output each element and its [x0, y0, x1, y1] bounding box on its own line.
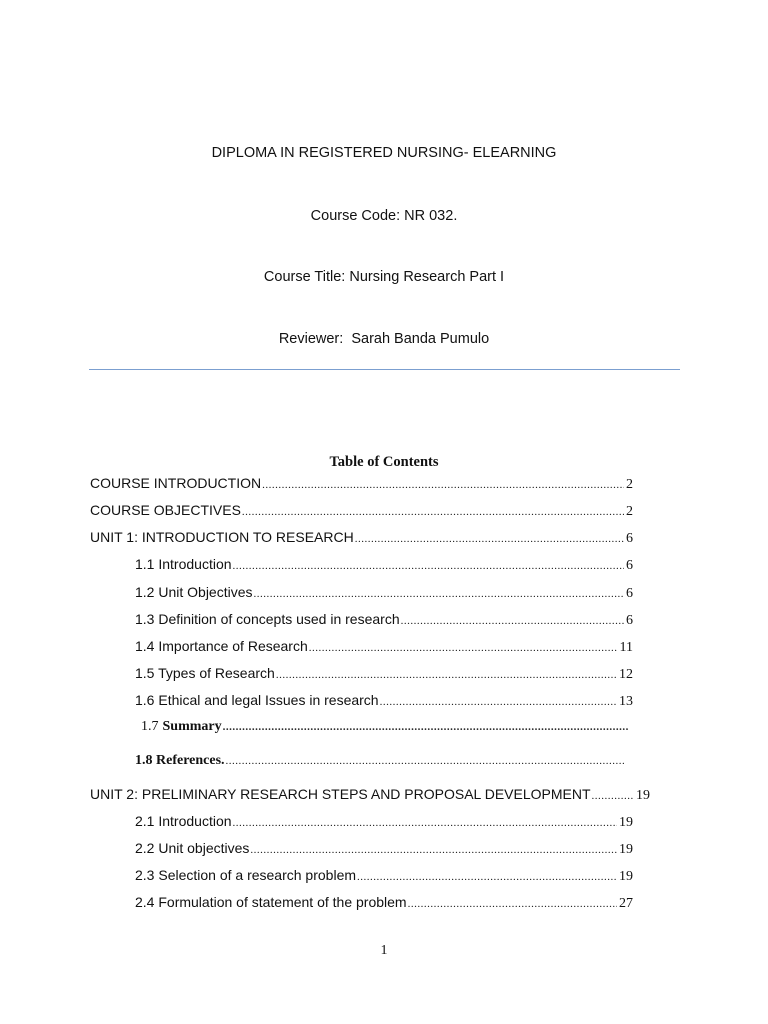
toc-entry-label: 1.3 Definition of concepts used in research	[135, 611, 400, 627]
toc-entry-course-introduction[interactable]	[90, 474, 633, 492]
toc-entry-1-4[interactable]	[135, 637, 633, 655]
toc-entry-2-4[interactable]	[135, 893, 633, 911]
toc-entry-label: 2.4 Formulation of statement of the problem	[135, 894, 407, 910]
toc-entry-label: COURSE INTRODUCTION	[90, 475, 262, 491]
toc-entry-page: 11	[619, 640, 633, 655]
toc-entry-label: 1.5 Types of Research	[135, 665, 275, 681]
toc-entry-page: 19	[619, 842, 633, 857]
toc-leader-dots	[408, 895, 617, 911]
toc-entry-label: 2.1 Introduction	[135, 813, 232, 829]
toc-entry-page: 6	[626, 558, 633, 573]
toc-entry-1-8[interactable]	[135, 752, 628, 770]
toc-entry-label: 1.8 References.	[135, 753, 225, 768]
toc-leader-dots	[233, 557, 624, 573]
toc-entry-page: 6	[626, 613, 633, 628]
toc-entry-page: 19	[619, 869, 633, 884]
toc-leader-dots	[357, 868, 617, 884]
toc-entry-label: 1.4 Importance of Research	[135, 638, 308, 654]
toc-entry-course-objectives[interactable]	[90, 501, 633, 519]
toc-entry-page: 6	[626, 531, 633, 546]
toc-entry-1-1[interactable]	[135, 555, 633, 573]
toc-leader-dots	[401, 612, 624, 628]
horizontal-divider	[89, 369, 680, 370]
toc-leader-dots	[309, 639, 618, 655]
toc-entry-1-6[interactable]	[135, 691, 633, 709]
toc-leader-dots	[223, 718, 628, 736]
toc-entry-label: COURSE OBJECTIVES	[90, 502, 241, 518]
toc-leader-dots	[592, 787, 634, 803]
toc-entry-2-3[interactable]	[135, 866, 633, 884]
toc-leader-dots	[262, 476, 624, 492]
reviewer-line: Reviewer: Sarah Banda Pumulo	[278, 331, 490, 347]
page-number: 1	[380, 943, 388, 958]
toc-entry-1-7[interactable]	[141, 718, 630, 736]
toc-leader-dots	[242, 503, 624, 519]
toc-entry-label: 1.2 Unit Objectives	[135, 584, 253, 600]
toc-entry-page: 6	[626, 586, 633, 601]
toc-leader-dots	[380, 693, 617, 709]
toc-entry-label: UNIT 1: INTRODUCTION TO RESEARCH	[90, 529, 354, 545]
toc-entry-page: 27	[619, 896, 633, 911]
toc-entry-label: 2.3 Selection of a research problem	[135, 867, 357, 883]
toc-entry-page: 13	[619, 694, 633, 709]
program-title: DIPLOMA IN REGISTERED NURSING- ELEARNING	[211, 145, 557, 161]
toc-entry-label: Summary	[162, 719, 222, 734]
toc-leader-dots	[276, 666, 617, 682]
toc-leader-dots	[226, 752, 626, 770]
toc-entry-page: 2	[626, 477, 633, 492]
toc-leader-dots	[355, 530, 624, 546]
toc-entry-label: UNIT 2: PRELIMINARY RESEARCH STEPS AND PROPOSAL DEVELOPMENT	[90, 786, 591, 802]
toc-leader-dots	[254, 585, 625, 601]
course-title: Course Title: Nursing Research Part I	[263, 269, 505, 285]
toc-entry-1-5[interactable]	[135, 664, 633, 682]
toc-entry-2-2[interactable]	[135, 839, 633, 857]
toc-entry-page: 2	[626, 504, 633, 519]
toc-entry-2-1[interactable]	[135, 812, 633, 830]
toc-leader-dots	[233, 814, 617, 830]
toc-entry-page: 12	[619, 667, 633, 682]
course-code: Course Code: NR 032.	[310, 208, 458, 224]
toc-leader-dots	[250, 841, 617, 857]
toc-entry-page: 19	[619, 815, 633, 830]
toc-heading: Table of Contents	[329, 454, 439, 470]
toc-entry-number: 1.7	[141, 719, 159, 734]
toc-entry-label: 1.6 Ethical and legal Issues in research	[135, 692, 379, 708]
toc-entry-label: 2.2 Unit objectives	[135, 840, 250, 856]
toc-entry-page: 19	[636, 788, 650, 803]
toc-entry-1-2[interactable]	[135, 583, 633, 601]
toc-entry-label: 1.1 Introduction	[135, 556, 232, 572]
toc-entry-1-3[interactable]	[135, 610, 633, 628]
toc-entry-unit-1[interactable]	[90, 528, 633, 546]
toc-entry-unit-2[interactable]	[90, 785, 650, 803]
